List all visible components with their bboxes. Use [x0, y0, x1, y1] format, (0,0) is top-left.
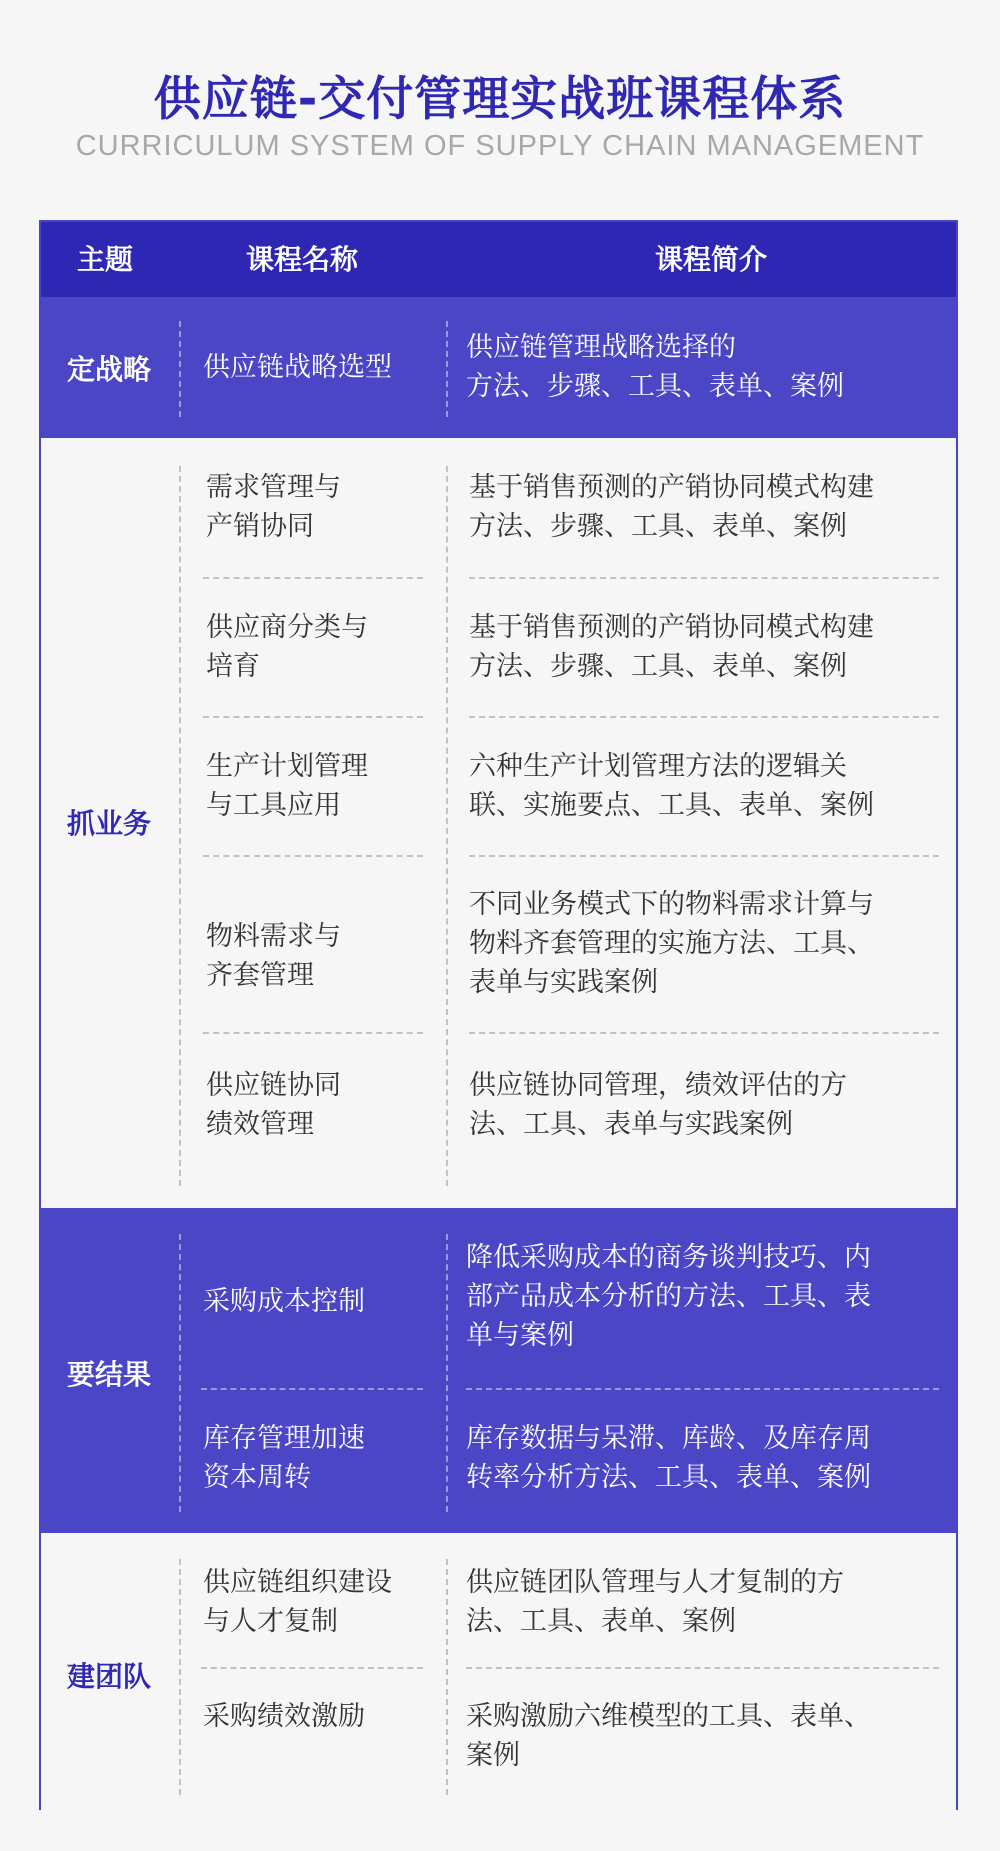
course-intro: 库存数据与呆滞、库龄、及库存周 转率分析方法、工具、表单、案例 — [466, 1423, 871, 1493]
column-header-intro: 课程简介 — [655, 243, 768, 276]
section-business — [41, 438, 956, 1208]
course-intro: 供应链协同管理，绩效评估的方 法、工具、表单与实践案例 — [469, 1070, 847, 1140]
column-divider — [446, 1234, 448, 1512]
row-divider — [203, 1032, 423, 1034]
course-name: 供应商分类与 培育 — [206, 612, 368, 682]
row-divider — [466, 1667, 939, 1669]
course-intro: 供应链团队管理与人才复制的方 法、工具、表单、案例 — [466, 1567, 844, 1637]
row-divider — [201, 1388, 423, 1390]
column-divider — [179, 1234, 181, 1512]
section-strategy — [41, 297, 956, 438]
course-intro: 供应链管理战略选择的 方法、步骤、工具、表单、案例 — [466, 332, 844, 402]
column-divider — [179, 1559, 181, 1795]
column-divider — [446, 1559, 448, 1795]
course-name: 生产计划管理 与工具应用 — [206, 751, 368, 821]
course-intro: 基于销售预测的产销协同模式构建 方法、步骤、工具、表单、案例 — [469, 472, 874, 542]
row-divider — [203, 716, 423, 718]
course-name: 采购成本控制 — [203, 1286, 365, 1317]
row-divider — [466, 1388, 939, 1390]
column-divider — [446, 466, 448, 1186]
column-header-topic: 主题 — [77, 243, 134, 276]
section-topic: 定战略 — [66, 353, 151, 386]
row-divider — [203, 855, 423, 857]
row-divider — [469, 855, 939, 857]
row-divider — [201, 1667, 423, 1669]
row-divider — [469, 716, 939, 718]
course-intro: 基于销售预测的产销协同模式构建 方法、步骤、工具、表单、案例 — [469, 612, 874, 682]
section-team — [41, 1533, 956, 1810]
page-subtitle: CURRICULUM SYSTEM OF SUPPLY CHAIN MANAGEMENT — [75, 130, 925, 162]
course-name: 需求管理与 产销协同 — [206, 472, 341, 542]
row-divider — [469, 1032, 939, 1034]
course-name: 库存管理加速 资本周转 — [203, 1423, 365, 1493]
course-name: 采购绩效激励 — [203, 1701, 365, 1732]
section-topic: 建团队 — [66, 1660, 151, 1693]
column-divider — [446, 321, 448, 417]
column-header-course: 课程名称 — [246, 243, 359, 276]
curriculum-table — [39, 220, 958, 1810]
course-intro: 不同业务模式下的物料需求计算与 物料齐套管理的实施方法、工具、 表单与实践案例 — [469, 889, 874, 998]
course-intro: 采购激励六维模型的工具、表单、 案例 — [466, 1701, 871, 1771]
section-topic: 要结果 — [66, 1358, 151, 1391]
course-name: 供应链战略选型 — [203, 352, 392, 383]
row-divider — [203, 577, 423, 579]
course-intro: 降低采购成本的商务谈判技巧、内 部产品成本分析的方法、工具、表 单与案例 — [466, 1242, 871, 1351]
section-topic: 抓业务 — [66, 807, 151, 840]
course-name: 供应链组织建设 与人才复制 — [203, 1567, 392, 1637]
column-divider — [179, 466, 181, 1186]
row-divider — [469, 577, 939, 579]
column-divider — [179, 321, 181, 417]
page-title: 供应链-交付管理实战班课程体系 — [153, 72, 847, 127]
course-name: 供应链协同 绩效管理 — [206, 1070, 341, 1140]
course-intro: 六种生产计划管理方法的逻辑关 联、实施要点、工具、表单、案例 — [469, 751, 874, 821]
table-header — [41, 222, 956, 297]
course-name: 物料需求与 齐套管理 — [206, 921, 341, 991]
section-results — [41, 1208, 956, 1533]
